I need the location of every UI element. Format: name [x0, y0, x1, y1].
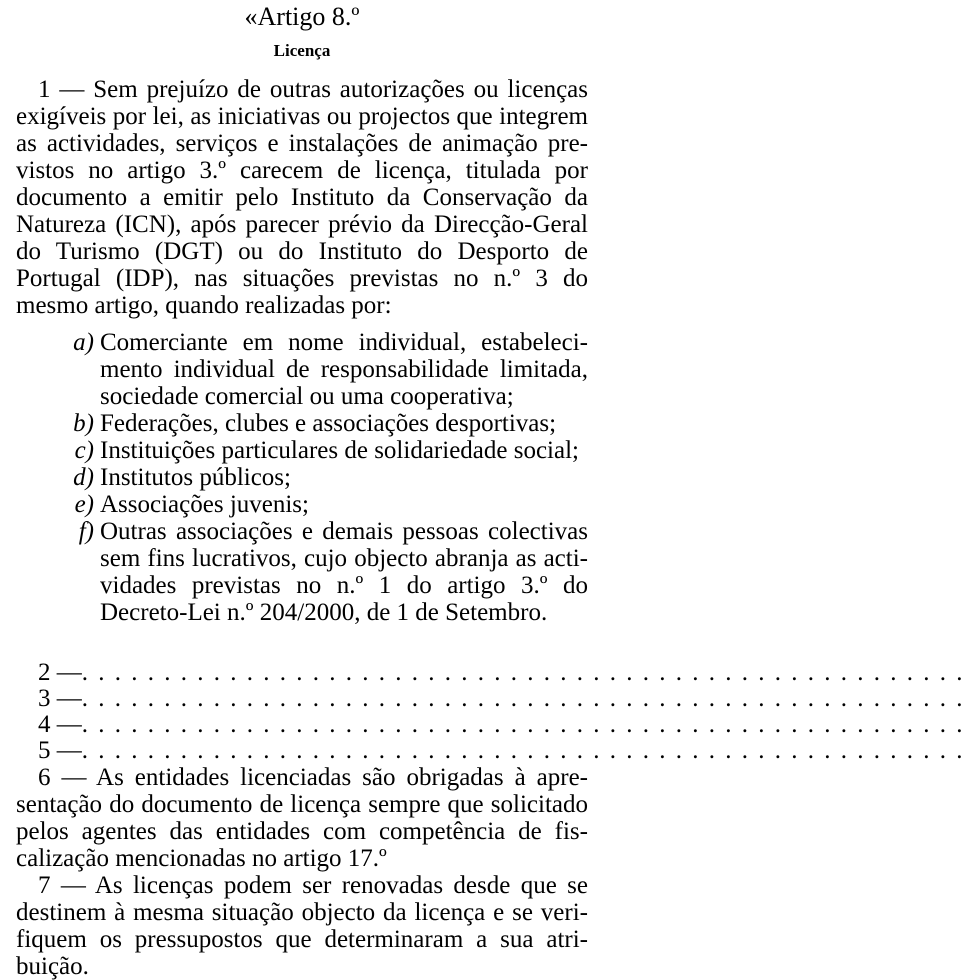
alinea-marker: c): [74, 437, 94, 464]
alinea-d: [16, 464, 588, 491]
paragraph-1: 1 — Sem prejuízo de outras autorizações ou licenças exigíveis por lei, as iniciativas ou projectos que integrem as actividades, serviços e instalações de animação previstos no artigo 3.º carecem de licença, titulada por documento a emitir pelo Instituto da Conservação da Natureza (ICN), após parecer prévio da Direcção-Geral do Turismo (DGT) ou do Instituto do Desporto de Portugal (IDP), nas situações previstas no n.º 3 do mesmo artigo, quando realizadas por:: [16, 76, 588, 319]
paragraph-6: 6 — As entidades licenciadas são obrigadas à apresentação do documento de licença sempre que solicitado pelos agentes das entidades com competência de fiscalização mencionadas no artigo 17.º: [16, 764, 588, 872]
alinea-marker: b): [73, 410, 94, 437]
alinea-text: Federações, clubes e associações desportivas;: [100, 410, 557, 437]
spacer: [16, 626, 588, 660]
alinea-f: [16, 518, 588, 626]
paragraph-number: 3 —: [38, 685, 82, 712]
dot-leader: . . . . . . . . . . . . . . . . . . . . . . . . . . . . . . . . . . . . . . . . . . . . . . . . . . . . . .: [81, 737, 965, 764]
article-subtitle: Licença: [273, 41, 331, 60]
paragraph-number: 5 —: [38, 737, 82, 764]
article-title: «Artigo 8.º: [244, 2, 360, 31]
alinea-text: Comerciante em nome individual, estabelecimento individual de responsabilidade limitada, sociedade comercial ou uma cooperativa;: [100, 329, 588, 410]
alinea-text: Institutos públicos;: [100, 464, 291, 491]
omitted-paragraph-5: [16, 737, 965, 764]
dot-leader: . . . . . . . . . . . . . . . . . . . . . . . . . . . . . . . . . . . . . . . . . . . . . . . . . . . . . .: [81, 659, 965, 686]
alinea-c: [16, 437, 588, 464]
alinea-text: Outras associações e demais pessoas colectivas sem fins lucrativos, cujo objecto abranja as actividades previstas no n.º 1 do artigo 3.º do Decreto-Lei n.º 204/2000, de 1 de Setembro.: [100, 518, 588, 626]
alinea-text: Associações juvenis;: [100, 491, 309, 518]
document-page: [0, 2, 965, 980]
omitted-paragraph-3: [16, 685, 965, 712]
alinea-text: Instituições particulares de solidariedade social;: [100, 437, 579, 464]
alinea-list: [16, 329, 588, 626]
paragraph-7: 7 — As licenças podem ser renovadas desde que se destinem à mesma situação objecto da licença e se verifiquem os pressupostos que determinaram a sua atribuição.: [16, 872, 588, 980]
dot-leader: . . . . . . . . . . . . . . . . . . . . . . . . . . . . . . . . . . . . . . . . . . . . . . . . . . . . . .: [81, 711, 965, 738]
alinea-e: [16, 491, 588, 518]
alinea-marker: e): [74, 491, 94, 518]
omitted-paragraph-4: [16, 711, 965, 738]
paragraph-number: 2 —: [38, 659, 82, 686]
alinea-marker: f): [78, 518, 94, 545]
dot-leader: . . . . . . . . . . . . . . . . . . . . . . . . . . . . . . . . . . . . . . . . . . . . . . . . . . . . . .: [81, 685, 965, 712]
omitted-paragraph-2: [16, 659, 965, 686]
alinea-a: [16, 329, 588, 410]
paragraph-number: 4 —: [38, 711, 82, 738]
alinea-b: [16, 410, 588, 437]
alinea-marker: d): [73, 464, 94, 491]
alinea-marker: a): [73, 329, 94, 356]
